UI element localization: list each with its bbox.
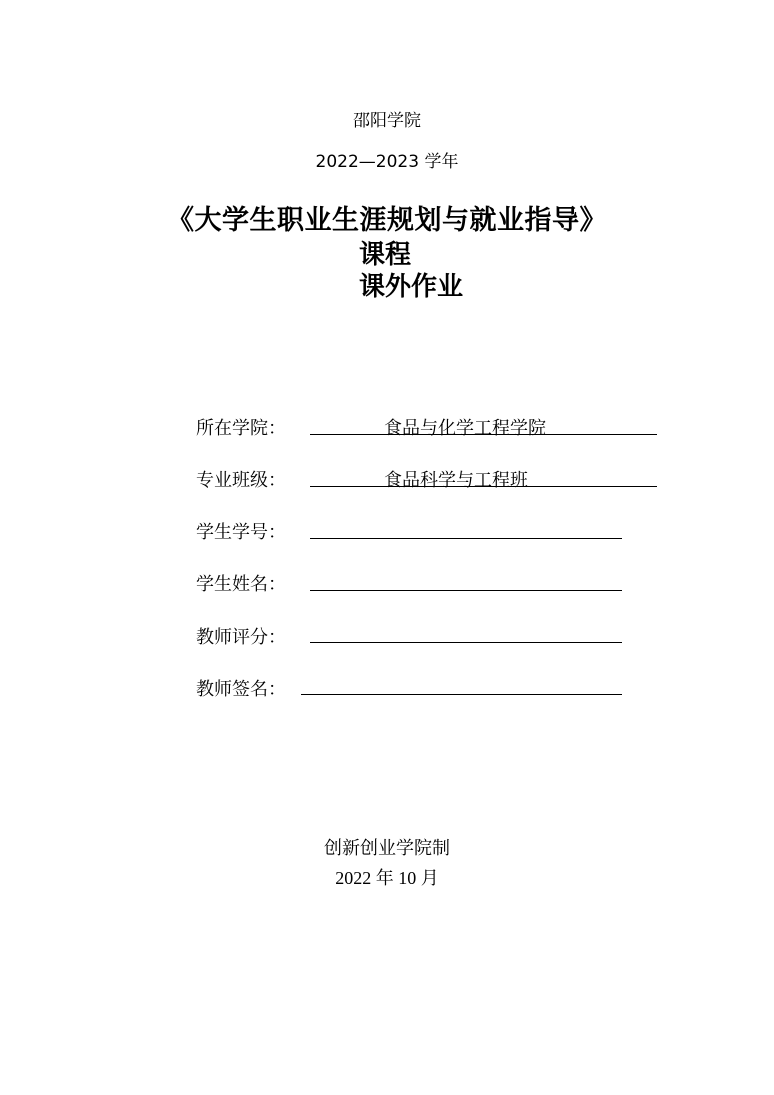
college-label: 所在学院： <box>196 418 286 439</box>
teacher-signature-label: 教师签名： <box>196 679 286 700</box>
assignment-title: 课外作业 <box>359 272 464 302</box>
student-name-underline[interactable] <box>310 590 622 591</box>
student-id-underline[interactable] <box>310 538 622 539</box>
issuing-institution: 创新创业学院制 <box>324 838 450 859</box>
teacher-score-label: 教师评分： <box>196 627 286 648</box>
student-name-label: 学生姓名： <box>196 574 286 595</box>
teacher-signature-underline[interactable] <box>301 694 622 695</box>
school-name: 邵阳学院 <box>353 111 421 131</box>
class-value[interactable]: 食品科学与工程班 <box>384 470 528 491</box>
student-id-label: 学生学号： <box>196 522 286 543</box>
issue-date: 2022 年 10 月 <box>335 868 439 888</box>
class-label: 专业班级： <box>196 470 286 491</box>
teacher-score-underline[interactable] <box>310 642 622 643</box>
college-value[interactable]: 食品与化学工程学院 <box>384 418 546 439</box>
course-title: 《大学生职业生涯规划与就业指导》 <box>167 205 607 236</box>
course-subtitle: 课程 <box>359 240 412 270</box>
academic-year: 2022—2023 学年 <box>315 152 459 172</box>
